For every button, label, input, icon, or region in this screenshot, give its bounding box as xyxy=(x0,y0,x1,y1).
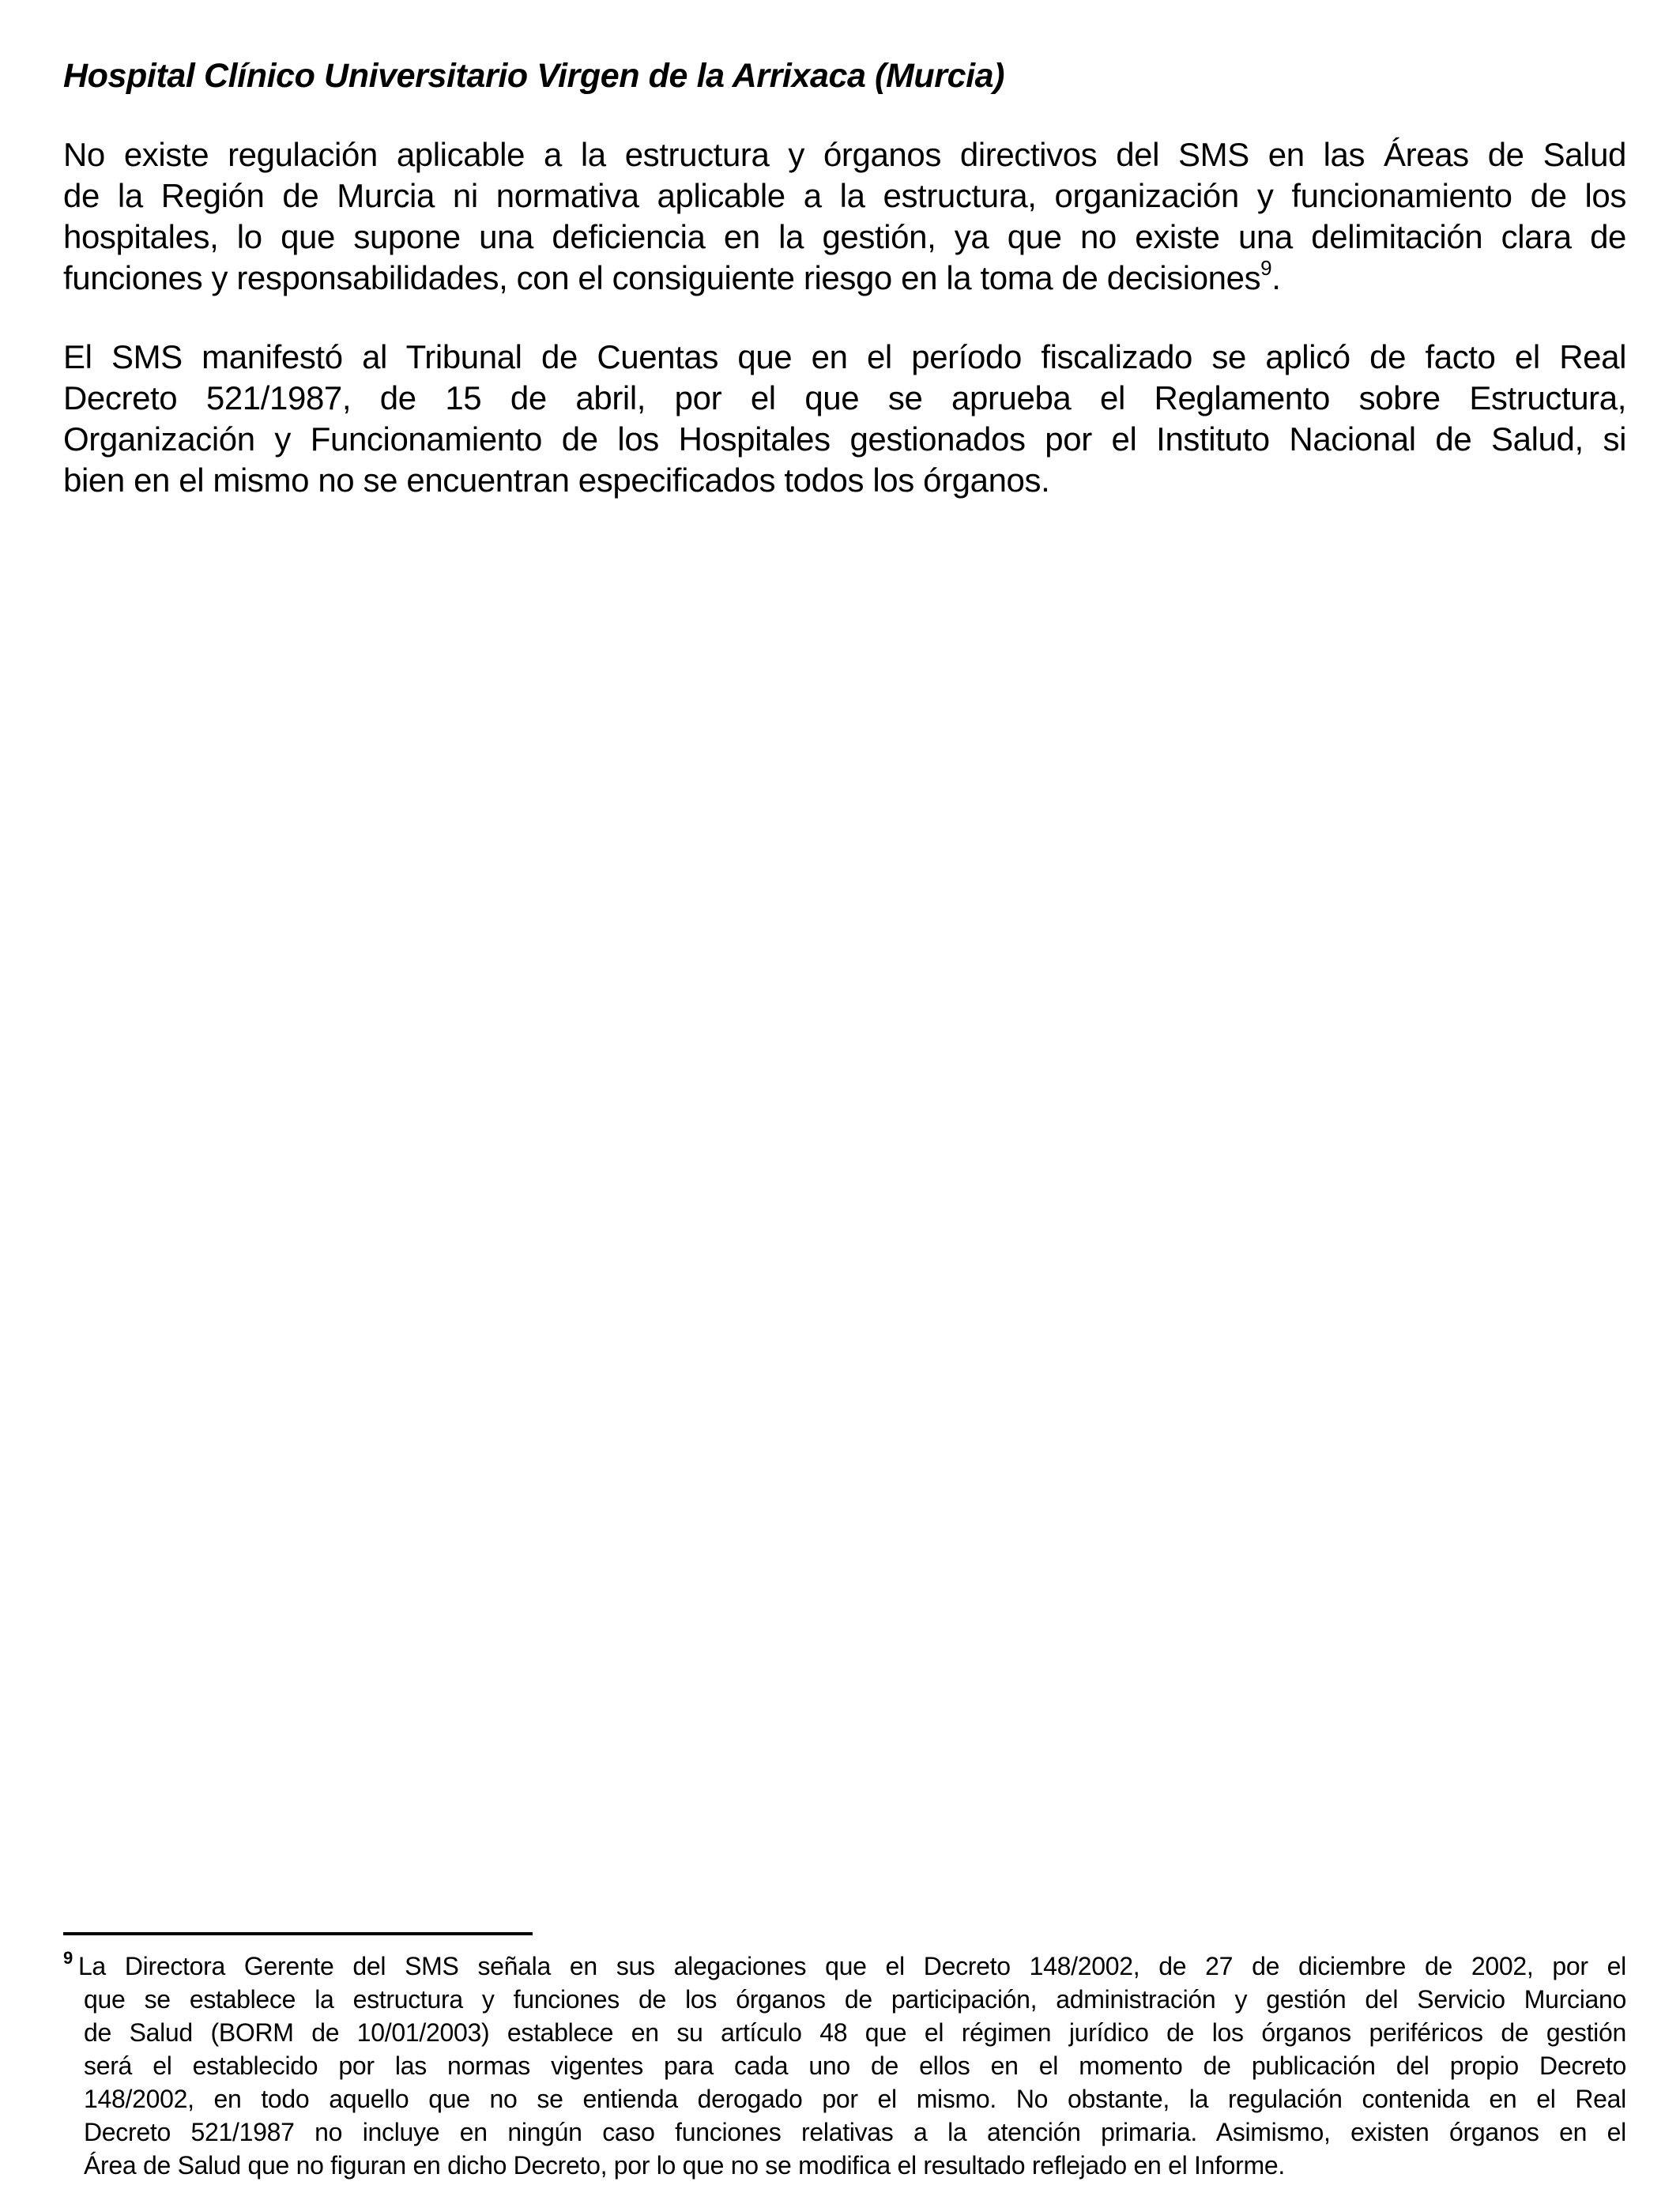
footnote-separator xyxy=(63,1932,533,1935)
footnote-line-text: La Directora Gerente del SMS señala en sus alegaciones que el Decreto 148/2002, de 27 de diciembre de 2002, por el xyxy=(77,1952,1626,1980)
document-body xyxy=(63,55,1626,501)
footnote-line xyxy=(63,1950,1626,1983)
paragraph-line-suffix: . xyxy=(1271,259,1281,296)
footnote-line: Área de Salud que no figuran en dicho Decreto, por lo que no se modifica el resultado reflejado en el Informe. xyxy=(84,2151,1285,2180)
paragraph-line: No existe regulación aplicable a la estructura y órganos directivos del SMS en las Áreas de Salud xyxy=(63,136,1626,173)
footnote xyxy=(63,1950,1626,2182)
paragraph-line: hospitales, lo que supone una deficiencia en la gestión, ya que no existe una delimitación clara de xyxy=(63,218,1626,255)
paragraph-line: bien en el mismo no se encuentran especificados todos los órganos. xyxy=(63,462,1050,499)
footnote-section xyxy=(63,1932,1626,2182)
paragraph-line: Organización y Funcionamiento de los Hospitales gestionados por el Instituto Nacional de Salud, si xyxy=(63,420,1626,458)
paragraph-line-text: funciones y responsabilidades, con el consiguiente riesgo en la toma de decisiones xyxy=(63,259,1261,296)
footnote-line: 148/2002, en todo aquello que no se entienda derogado por el mismo. No obstante, la regulación contenida en el Real xyxy=(84,2085,1626,2113)
footnote-reference: 9 xyxy=(1260,256,1272,280)
body-paragraph-2 xyxy=(63,337,1626,501)
paragraph-line: de la Región de Murcia ni normativa aplicable a la estructura, organización y funcionamiento de los xyxy=(63,177,1626,214)
footnote-marker: 9 xyxy=(63,1948,73,1969)
paragraph-line: El SMS manifestó al Tribunal de Cuentas que en el período fiscalizado se aplicó de facto el Real xyxy=(63,338,1626,375)
footnote-line: será el establecido por las normas vigentes para cada uno de ellos en el momento de publicación del propio Decreto xyxy=(84,2051,1626,2080)
paragraph-line: Decreto 521/1987, de 15 de abril, por el que se aprueba el Reglamento sobre Estructura, xyxy=(63,379,1626,416)
footnote-line: que se establece la estructura y funciones de los órganos de participación, administración y gestión del Servicio Murciano xyxy=(84,1985,1626,2014)
paragraph-line xyxy=(63,258,1626,299)
section-heading: Hospital Clínico Universitario Virgen de la Arrixaca (Murcia) xyxy=(63,57,1005,95)
footnote-line: de Salud (BORM de 10/01/2003) establece en su artículo 48 que el régimen jurídico de los órganos periféricos de gestión xyxy=(84,2018,1626,2047)
body-paragraph-1 xyxy=(63,134,1626,299)
footnote-line: Decreto 521/1987 no incluye en ningún caso funciones relativas a la atención primaria. Asimismo, existen órganos en el xyxy=(84,2118,1626,2146)
